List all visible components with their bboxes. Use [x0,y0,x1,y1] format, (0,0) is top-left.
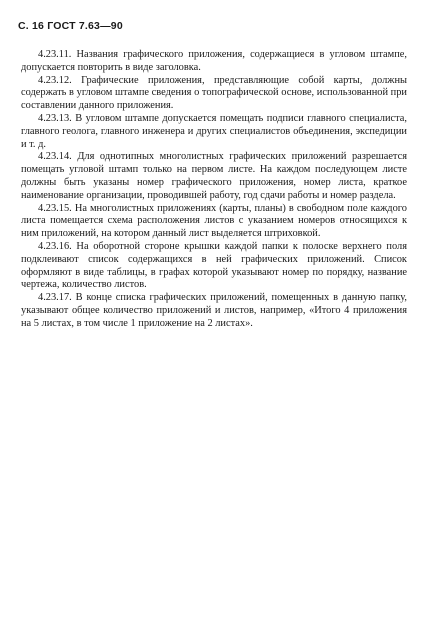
paragraph-4-23-13: 4.23.13. В угловом штампе допускается помещать подписи главного специалиста, главного геолога, главного инженера и других специалистов объединения, экспедиции и т. д. [21,112,407,150]
paragraph-4-23-12: 4.23.12. Графические приложения, представляющие собой карты, должны содержать в угловом штампе сведения о топографической основе, использованной при составлении данного приложения. [21,74,407,112]
paragraph-4-23-16: 4.23.16. На оборотной стороне крышки каждой папки к полоске верхнего поля подклеивают список содержащихся в ней графических приложений. Список оформляют в виде таблицы, в графах которой указывают номер по порядку, название чертежа, количество листов. [21,240,407,291]
paragraph-4-23-11: 4.23.11. Названия графического приложения, содержащиеся в угловом штампе, допускается повторить в виде заголовка. [21,49,407,73]
page-header: С. 16 ГОСТ 7.63—90 [18,20,123,32]
paragraph-4-23-15: 4.23.15. На многолистных приложениях (карты, планы) в свободном поле каждого листа помещается схема расположения листов с указанием номеров относящихся к ним приложений, на котором данный лист выделяется штриховкой. [21,202,407,240]
paragraph-4-23-17: 4.23.17. В конце списка графических приложений, помещенных в данную папку, указывают общее количество приложений и листов, например, «Итого 4 приложения на 5 листах, в том числе 1 приложение на 2 листах». [21,292,407,329]
paragraph-4-23-14: 4.23.14. Для однотипных многолистных графических приложений разрешается помещать угловой штамп только на первом листе. На каждом последующем листе должны быть указаны номер графического приложения, номер листа, краткое наименование организации, проводившей работу, год сдачи работы и номер раздела. [21,151,407,201]
document-body [21,49,407,331]
